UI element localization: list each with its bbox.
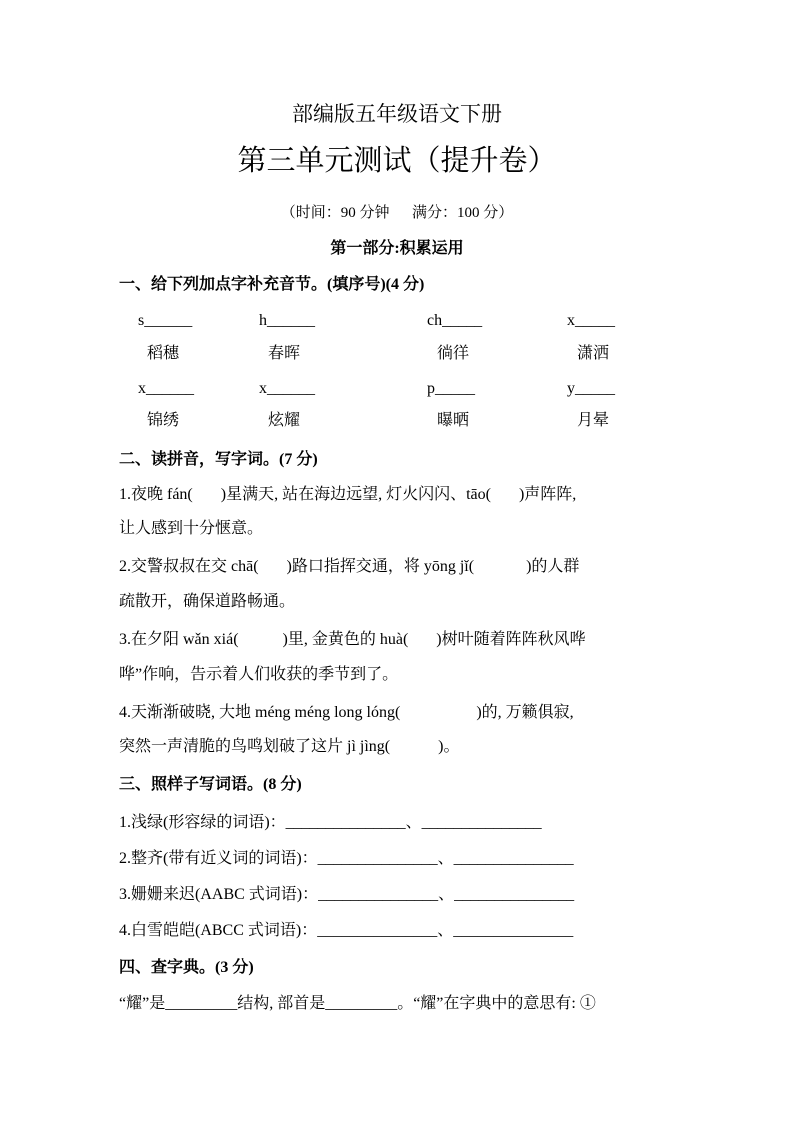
word: 炫耀: [268, 412, 301, 429]
exam-meta: （时间：90 分钟 满分：100 分）: [280, 205, 514, 221]
pinyin-blank[interactable]: y_____: [567, 380, 615, 397]
question-line: 让人感到十分惬意。: [119, 520, 264, 537]
section-1-heading: 一、给下列加点字补充音节。(填序号)(4 分): [119, 276, 425, 293]
document-subtitle: 部编版五年级语文下册: [292, 102, 502, 126]
word: 月晕: [577, 412, 610, 429]
pinyin-blank[interactable]: x______: [138, 380, 194, 397]
section-3-heading: 三、照样子写词语。(8 分): [119, 776, 302, 793]
pinyin-blank[interactable]: s______: [138, 312, 193, 329]
section-2-heading: 二、读拼音，写字词。(7 分): [119, 451, 318, 468]
question-line: 1.浅绿(形容绿的词语)：_______________、_______________: [119, 814, 542, 831]
question-line: 疏散开，确保道路畅通。: [119, 593, 296, 610]
question-line: 哗”作响，告示着人们收获的季节到了。: [119, 666, 399, 683]
question-line: 2.整齐(带有近义词的词语)：_______________、_______________: [119, 850, 574, 867]
question-line: 突然一声清脆的鸟鸣划破了这片 jì jìng( )。: [119, 738, 460, 755]
question-line: 4.白雪皑皑(ABCC 式词语)：_______________、_______________: [119, 922, 574, 939]
word: 徜徉: [437, 345, 470, 362]
pinyin-blank[interactable]: x______: [259, 380, 315, 397]
pinyin-blank[interactable]: ch_____: [427, 312, 483, 329]
pinyin-blank[interactable]: x_____: [567, 312, 615, 329]
word: 春晖: [268, 345, 301, 362]
word: 曝晒: [437, 412, 470, 429]
question-line: “耀”是_________结构, 部首是_________。“耀”在字典中的意思有: ①: [119, 995, 596, 1012]
section-4-heading: 四、查字典。(3 分): [119, 959, 254, 976]
question-line: 3.姗姗来迟(AABC 式词语)：_______________、_______________: [119, 886, 575, 903]
question-line: 1.夜晚 fán( )星满天, 站在海边远望, 灯火闪闪、tāo( )声阵阵,: [119, 486, 577, 503]
pinyin-blank[interactable]: h______: [259, 312, 315, 329]
question-line: 3.在夕阳 wǎn xiá( )里, 金黄色的 huà( )树叶随着阵阵秋风哗: [119, 631, 586, 648]
document-title: 第三单元测试（提升卷）: [237, 145, 557, 177]
pinyin-blank[interactable]: p_____: [427, 380, 475, 397]
question-line: 2.交警叔叔在交 chā( )路口指挥交通，将 yōng jǐ( )的人群: [119, 558, 580, 575]
word: 锦绣: [147, 412, 180, 429]
question-line: 4.天渐渐破晓, 大地 méng méng long lóng( )的, 万籁俱寂,: [119, 704, 574, 721]
part-heading: 第一部分:积累运用: [330, 240, 464, 257]
word: 稻穗: [147, 345, 180, 362]
word: 潇洒: [577, 345, 610, 362]
